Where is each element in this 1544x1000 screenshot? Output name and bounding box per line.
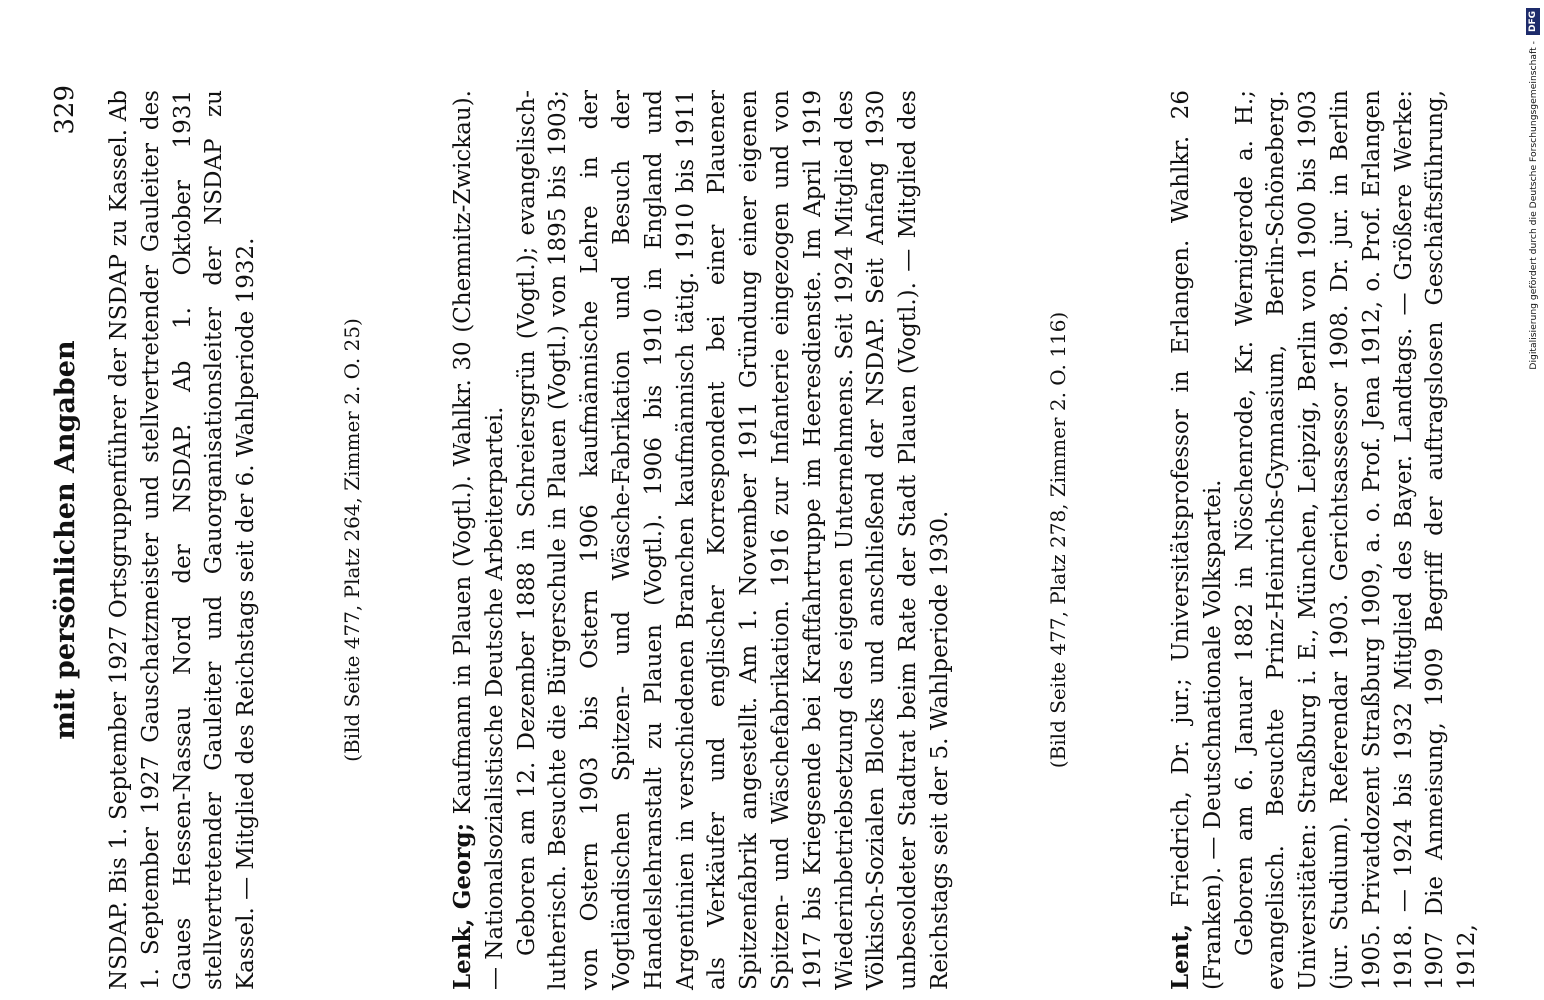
entry-continuation bbox=[104, 90, 263, 990]
running-header bbox=[50, 85, 81, 990]
entry-lead: Friedrich, Dr. jur.; Universitätsprofessor in Erlangen. Wahlkr. 26 (Franken). — Deutschnationale Volkspartei. bbox=[1168, 89, 1226, 990]
entry-continuation-text: NSDAP. Bis 1. September 1927 Ortsgruppenführer der NSDAP zu Kassel. Ab 1. September 1927 Gauschatzmeister und stellvertretender Gauleiter des Gaues Hessen-Nassau Nord der NSDAP. Ab 1. Oktober 1931 stellvertretender Gauleiter und Gauorganisationsleiter der NSDAP zu Kassel. — Mitglied des Reichstags seit der 6. Wahlperiode 1932. bbox=[106, 90, 260, 990]
entry-heading bbox=[447, 90, 512, 990]
entry-name: Lent, bbox=[1167, 923, 1194, 990]
biography-entry-lent bbox=[1165, 90, 1484, 990]
photo-reference: (Bild Seite 477, Platz 278, Zimmer 2. O. 116) bbox=[1046, 311, 1070, 769]
entry-lead: Kaufmann in Plauen (Vogtl.). Wahlkr. 30 (Chemnitz-Zwickau). — Nationalsozialistische Deutsche Arbeiterpartei. bbox=[450, 90, 508, 990]
entry-heading bbox=[1165, 90, 1230, 990]
photo-reference: (Bild Seite 477, Platz 264, Zimmer 2. O. 25) bbox=[340, 318, 364, 762]
digitization-note: Digitalisierung gefördert durch die Deutsche Forschungsgemeinschaft - bbox=[1527, 41, 1539, 370]
digitization-sidebar bbox=[1526, 8, 1544, 998]
biography-entry-lenk bbox=[447, 90, 957, 990]
digitization-credit bbox=[1526, 8, 1540, 988]
dfg-logo: DFG bbox=[1526, 8, 1540, 35]
entry-body: Geboren am 12. Dezember 1888 in Schreiersgrün (Vogtl.); evangelisch-lutherisch. Besuchte die Bürgerschule in Plauen (Vogtl.) von 1895 bis 1903; von Ostern 1903 bis Ostern 1906 kaufmännische Lehre in der Vogtländischen Spitzen- und Wäsche-Fabrikation und Besuch der Handelslehranstalt zu Plauen (Vogtl.). 1906 bis 1910 in England und Argentinien in verschiedenen Branchen kaufmännisch tätig. 1910 bis 1911 als Verkäufer und englischer Korrespondent bei einer Plauener Spitzenfabrik angestellt. Am 1. November 1911 Gründung einer eigenen Spitzen- und Wäschefabrikation. 1916 zur Infanterie eingezogen und von 1917 bis Kriegsende bei Kraftfahrtruppe im Heeresdienste. Im April 1919 Wiederinbetriebsetzung des eigenen Unternehmens. Seit 1924 Mitglied des Völkisch-Sozialen Blocks und anschließend der NSDAP. Seit Anfang 1930 unbesoldeter Stadtrat beim Rate der Stadt Plauen (Vogtl.). — Mitglied des Reichstags seit der 5. Wahlperiode 1930. bbox=[513, 90, 953, 990]
page-number: 329 bbox=[50, 85, 80, 135]
entry-body: Geboren am 6. Januar 1882 in Nöschenrode, Kr. Wernigerode a. H.; evangelisch. Besuchte Prinz-Heinrichs-Gymnasium, Berlin-Schöneberg. Universitäten: Straßburg i. E., München, Leipzig, Berlin von 1900 bis 1903 (jur. Studium). Referendar 1903. Gerichtsassessor 1908. Dr. jur. in Berlin 1905. Privatdozent Straßburg 1909, a. o. Prof. Jena 1912, o. Prof. Erlangen 1918. — 1924 bis 1932 Mitglied des Bayer. Landtags. — Größere Werke: 1907 Die Anmeisung, 1909 Begriff der auftragslosen Geschäftsführung, 1912, bbox=[1231, 90, 1481, 990]
entry-name: Lenk, Georg; bbox=[449, 822, 476, 990]
rotated-page-content bbox=[50, 40, 1500, 990]
page-title: mit persönlichen Angaben bbox=[50, 340, 81, 740]
